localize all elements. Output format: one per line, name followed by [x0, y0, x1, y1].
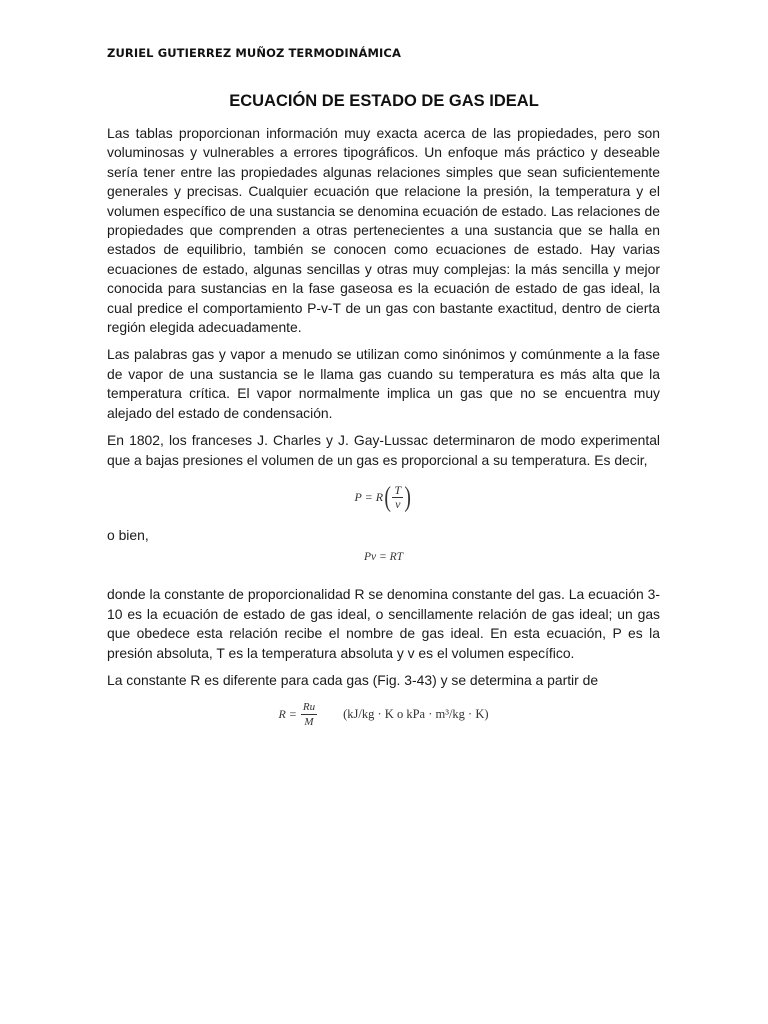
right-paren: ): [404, 481, 412, 513]
fraction-t-over-v: [392, 484, 403, 511]
fraction-ru-over-m: [301, 700, 317, 729]
equation-gas-constant-lhs: R =: [278, 706, 297, 721]
left-paren: (: [384, 481, 392, 513]
equation-proportional-lhs: P = R: [354, 490, 384, 505]
equation-gas-constant: [107, 694, 660, 734]
paragraph-gas-vapor: Las palabras gas y vapor a menudo se utilizan como sinónimos y comúnmente a la fase de vapor de una sustancia se le llama gas cuando su temperatura es más alta que la temperatura crítica. El vapor normalmente implica un gas que no se encuentra muy alejado del estado de condensación.: [107, 346, 660, 421]
paragraph-o-bien: o bien,: [107, 526, 149, 543]
fraction-numerator: Ru: [302, 700, 316, 713]
equation-ideal-gas: Pv = RT: [363, 551, 404, 564]
equation-units: (kJ/kg · K o kPa · m³/kg · K): [343, 706, 489, 721]
paragraph-charles-gay-lussac: En 1802, los franceses J. Charles y J. Gay-Lussac determinaron de modo experimental que a bajas presiones el volumen de un gas es proporcional a su temperatura. Es decir,: [107, 432, 660, 468]
equation-proportional: [107, 478, 660, 518]
document-header: ZURIEL GUTIERREZ MUÑOZ TERMODINÁMICA: [107, 46, 401, 60]
fraction-numerator: T: [394, 483, 402, 498]
fraction-denominator: M: [304, 715, 314, 728]
document-title: ECUACIÓN DE ESTADO DE GAS IDEAL: [229, 92, 539, 110]
paragraph-intro: Las tablas proporcionan información muy exacta acerca de las propiedades, pero son voluminosas y vulnerables a errores tipográficos. Un enfoque más práctico y deseable sería tener entre las propiedades algunas relaciones simples que sean suficientemente generales y precisas. Cualquier ecuación que relacione la presión, la temperatura y el volumen específico de una sustancia se denomina ecuación de estado. Las relaciones de propiedades que comprenden a otras pertenecientes a una sustancia que se halla en estados de equilibrio, también se conocen como ecuaciones de estado. Hay varias ecuaciones de estado, algunas sencillas y otras muy complejas: la más sencilla y mejor conocida para sustancias en la fase gaseosa es la ecuación de estado de gas ideal, la cual predice el comportamiento P-v-T de un gas con bastante exactitud, dentro de cierta región elegida adecuadamente.: [107, 125, 660, 336]
paragraph-gas-constant: donde la constante de proporcionalidad R se denomina constante del gas. La ecuación 3-10 es la ecuación de estado de gas ideal, o sencillamente relación de gas ideal; un gas que obedece esta relación recibe el nombre de gas ideal. En esta ecuación, P es la presión absoluta, T es la temperatura absoluta y v es el volumen específico.: [107, 586, 660, 661]
document-body: [107, 124, 660, 734]
fraction-denominator: v: [395, 497, 401, 512]
paragraph-r-determination: La constante R es diferente para cada gas (Fig. 3-43) y se determina a partir de: [107, 671, 599, 688]
